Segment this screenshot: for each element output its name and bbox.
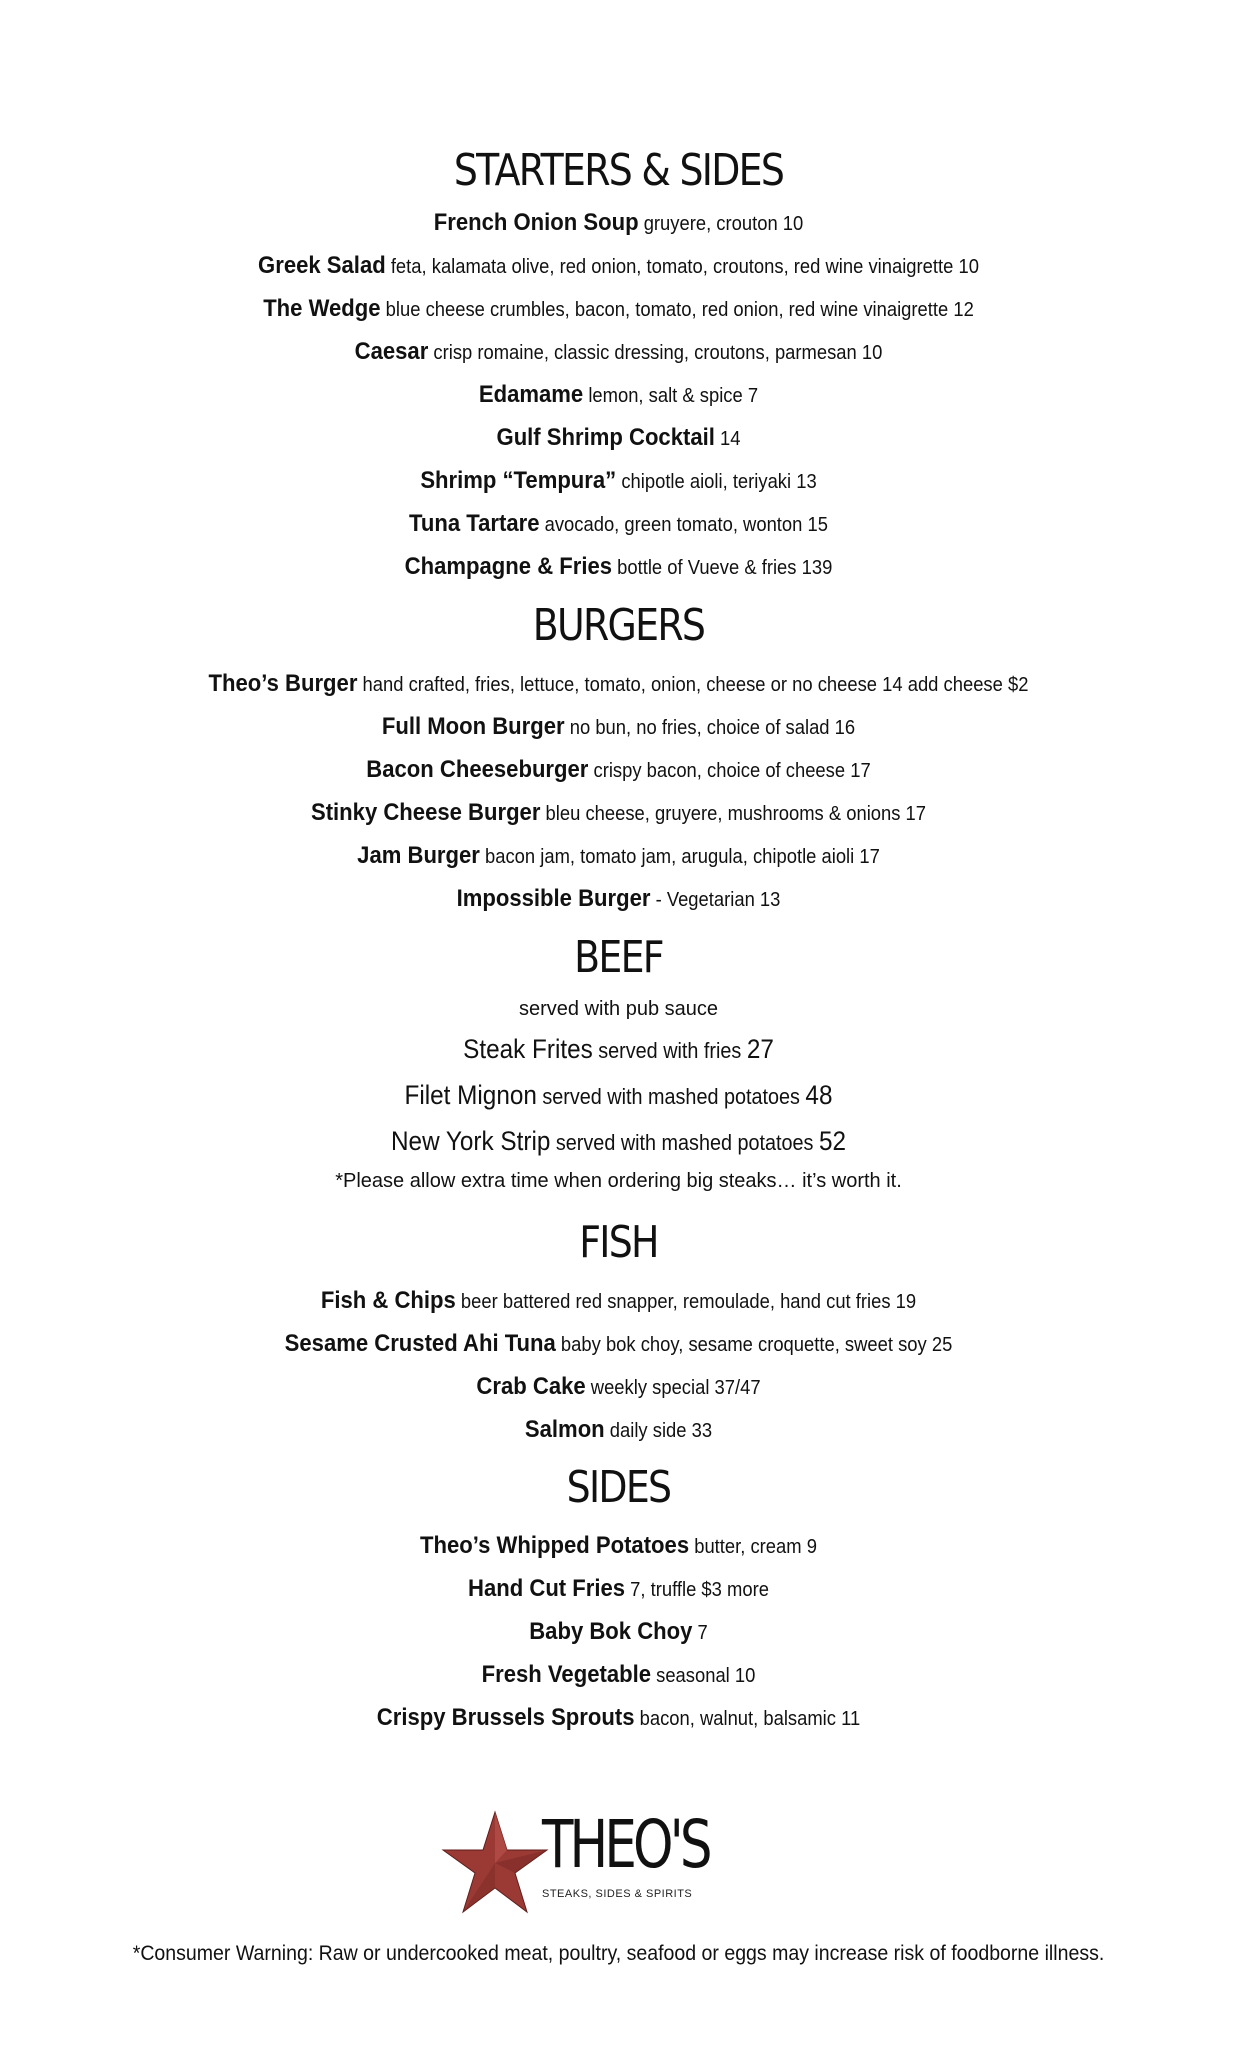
item-desc: served with mashed potatoes: [536, 1084, 806, 1109]
menu-item: [49, 287, 1187, 330]
item-name: Caesar: [354, 338, 429, 365]
item-desc: bacon, walnut, balsamic 11: [634, 1708, 861, 1730]
item-desc: daily side 33: [604, 1420, 713, 1442]
item-name: Theo’s Whipped Potatoes: [420, 1532, 690, 1559]
item-desc: 7: [692, 1622, 708, 1644]
section-title-beef: BEEF: [574, 932, 663, 983]
menu-item: [49, 791, 1187, 834]
item-name: Tuna Tartare: [409, 510, 540, 537]
item-desc: chipotle aioli, teriyaki 13: [616, 471, 817, 493]
item-name: Champagne & Fries: [404, 553, 613, 580]
item-name: Sesame Crusted Ahi Tuna: [284, 1330, 556, 1357]
item-name: Bacon Cheeseburger: [366, 756, 589, 783]
item-name: Salmon: [524, 1416, 605, 1443]
item-price: 52: [818, 1126, 846, 1156]
item-desc: no bun, no fries, choice of salad 16: [564, 717, 856, 739]
menu-item: [49, 459, 1187, 502]
item-name: French Onion Soup: [433, 209, 639, 236]
item-desc: seasonal 10: [651, 1665, 756, 1687]
beef-note: *Please allow extra time when ordering big steaks… it’s worth it.: [335, 1170, 902, 1192]
item-name: Shrimp “Tempura”: [420, 467, 617, 494]
item-name: Impossible Burger: [456, 885, 651, 912]
item-desc: lemon, salt & spice 7: [583, 385, 759, 407]
item-desc: 14: [714, 428, 741, 450]
menu-item: [49, 330, 1187, 373]
menu-item: [49, 502, 1187, 545]
beef-subtitle: served with pub sauce: [518, 998, 718, 1020]
item-name: The Wedge: [263, 295, 381, 322]
item-name: Edamame: [478, 381, 584, 408]
burgers-section: [0, 600, 1237, 920]
beef-section: [0, 932, 1237, 1198]
item-desc: served with mashed potatoes: [550, 1130, 819, 1155]
consumer-warning: *Consumer Warning: Raw or undercooked meat, poultry, seafood or eggs may increase risk of foodborne illness.: [132, 1942, 1105, 1965]
item-desc: crisp romaine, classic dressing, croutons, parmesan 10: [428, 342, 883, 364]
menu-item: [49, 1365, 1187, 1408]
menu-item: [49, 1322, 1187, 1365]
item-desc: butter, cream 9: [689, 1536, 817, 1558]
logo-tagline: STEAKS, SIDES & SPIRITS: [542, 1888, 693, 1900]
item-name: Stinky Cheese Burger: [310, 799, 541, 826]
item-desc: feta, kalamata olive, red onion, tomato, croutons, red wine vinaigrette 10: [385, 256, 979, 278]
item-name: Full Moon Burger: [381, 713, 565, 740]
menu-item: [49, 1524, 1187, 1567]
item-desc: gruyere, crouton 10: [638, 213, 804, 235]
item-name: Greek Salad: [258, 252, 386, 279]
theos-logo: [440, 1806, 709, 1918]
section-title-starters: STARTERS & SIDES: [453, 145, 784, 196]
menu-item: [49, 416, 1187, 459]
burgers-list: [0, 662, 1237, 920]
item-desc: baby bok choy, sesame croquette, sweet soy 25: [555, 1334, 953, 1356]
starters-list: [0, 201, 1237, 588]
sides-section: [0, 1462, 1237, 1739]
menu-item: [49, 1610, 1187, 1653]
starters-section: [0, 145, 1237, 588]
menu-item: [49, 1696, 1187, 1739]
item-name: Crab Cake: [476, 1373, 586, 1400]
menu-item: [62, 1118, 1175, 1164]
item-desc: blue cheese crumbles, bacon, tomato, red onion, red wine vinaigrette 12: [380, 299, 974, 321]
item-name: Jam Burger: [357, 842, 480, 869]
item-desc: served with fries: [592, 1038, 747, 1063]
menu-item: [49, 748, 1187, 791]
menu-item: [49, 705, 1187, 748]
item-name: Gulf Shrimp Cocktail: [496, 424, 715, 451]
item-name: New York Strip: [391, 1126, 551, 1156]
menu-item: [62, 1072, 1175, 1118]
item-name: Crispy Brussels Sprouts: [376, 1704, 635, 1731]
menu-item: [49, 545, 1187, 588]
menu-item: [49, 834, 1187, 877]
fish-list: [0, 1279, 1237, 1451]
menu-item: [49, 1653, 1187, 1696]
section-title-burgers: BURGERS: [532, 600, 705, 651]
item-name: Theo’s Burger: [208, 670, 358, 697]
item-desc: bottle of Vueve & fries 139: [612, 557, 833, 579]
menu-item: [49, 373, 1187, 416]
sides-list: [0, 1524, 1237, 1739]
menu-item: [49, 1279, 1187, 1322]
item-desc: avocado, green tomato, wonton 15: [539, 514, 828, 536]
item-name: Fish & Chips: [320, 1287, 456, 1314]
item-name: Filet Mignon: [404, 1080, 537, 1110]
logo-name: THEO'S: [542, 1806, 709, 1883]
item-name: Fresh Vegetable: [481, 1661, 652, 1688]
menu-item: [62, 1026, 1175, 1072]
menu-item: [49, 877, 1187, 920]
menu-item: [49, 1567, 1187, 1610]
item-desc: 7, truffle $3 more: [625, 1579, 769, 1601]
fish-section: [0, 1217, 1237, 1451]
menu-item: [49, 244, 1187, 287]
item-desc: - Vegetarian 13: [650, 889, 781, 911]
item-price: 27: [746, 1034, 774, 1064]
item-desc: bacon jam, tomato jam, arugula, chipotle aioli 17: [479, 846, 880, 868]
item-desc: hand crafted, fries, lettuce, tomato, onion, cheese or no cheese 14 add cheese $2: [357, 674, 1029, 696]
section-title-fish: FISH: [579, 1217, 658, 1268]
star-icon: [440, 1808, 550, 1918]
item-name: Hand Cut Fries: [468, 1575, 626, 1602]
section-title-sides: SIDES: [566, 1462, 671, 1513]
menu-item: [49, 662, 1187, 705]
item-desc: weekly special 37/47: [585, 1377, 761, 1399]
item-desc: bleu cheese, gruyere, mushrooms & onions 17: [540, 803, 927, 825]
item-name: Baby Bok Choy: [529, 1618, 693, 1645]
item-desc: beer battered red snapper, remoulade, hand cut fries 19: [455, 1291, 917, 1313]
menu-item: [49, 1408, 1187, 1451]
item-desc: crispy bacon, choice of cheese 17: [588, 760, 871, 782]
menu-item: [49, 201, 1187, 244]
item-name: Steak Frites: [463, 1034, 593, 1064]
item-price: 48: [805, 1080, 833, 1110]
